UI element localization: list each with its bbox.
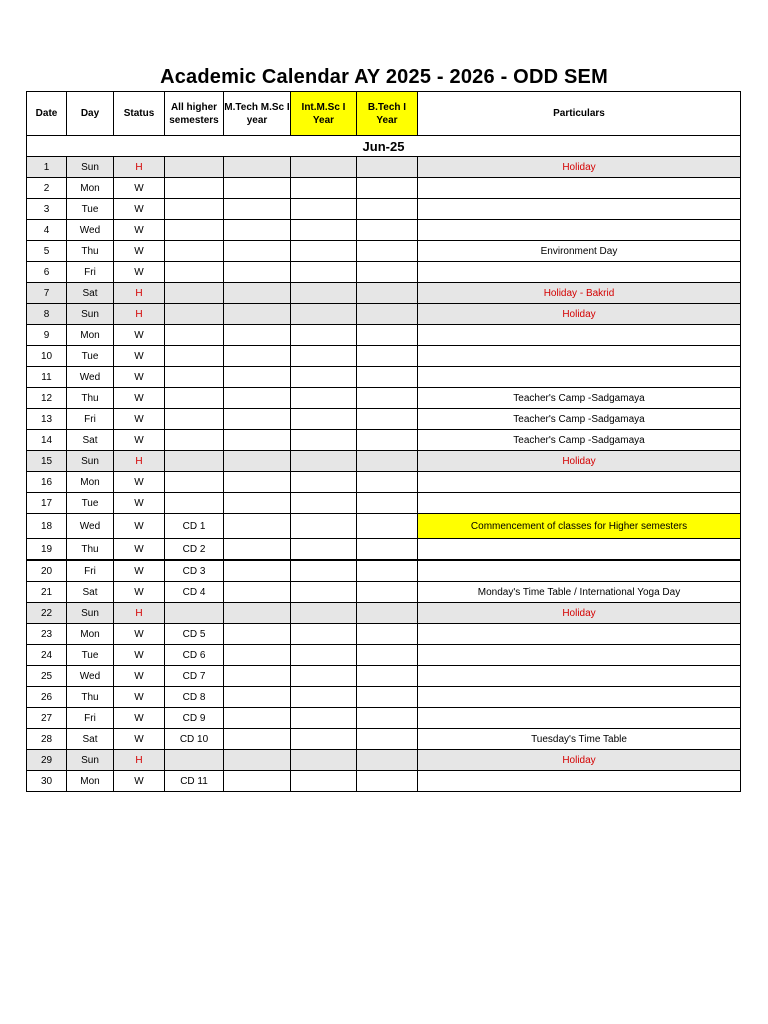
all-higher-cell	[165, 283, 224, 304]
all-higher-cell	[165, 199, 224, 220]
all-higher-cell: CD 5	[165, 624, 224, 645]
table-row	[27, 262, 741, 283]
table-row	[27, 708, 741, 729]
status-cell: W	[114, 687, 165, 708]
date-cell: 3	[27, 199, 67, 220]
particulars-cell	[418, 539, 741, 561]
btech-cell	[357, 430, 418, 451]
table-row	[27, 603, 741, 624]
all-higher-cell: CD 11	[165, 771, 224, 792]
table-row	[27, 220, 741, 241]
status-cell: W	[114, 560, 165, 582]
mtech-cell	[224, 451, 291, 472]
mtech-cell	[224, 283, 291, 304]
status-cell: H	[114, 157, 165, 178]
btech-cell	[357, 539, 418, 561]
btech-cell	[357, 262, 418, 283]
status-cell: W	[114, 624, 165, 645]
status-cell: W	[114, 367, 165, 388]
table-row	[27, 493, 741, 514]
table-row	[27, 409, 741, 430]
table-row	[27, 451, 741, 472]
date-cell: 17	[27, 493, 67, 514]
particulars-cell: Environment Day	[418, 241, 741, 262]
date-cell: 4	[27, 220, 67, 241]
particulars-cell: Teacher's Camp -Sadgamaya	[418, 388, 741, 409]
particulars-cell: Teacher's Camp -Sadgamaya	[418, 430, 741, 451]
table-row	[27, 750, 741, 771]
table-row	[27, 514, 741, 539]
header-all-higher-semesters: All higher semesters	[165, 92, 224, 136]
day-cell: Thu	[67, 687, 114, 708]
intmsc-cell	[291, 430, 357, 451]
month-row	[27, 136, 741, 157]
intmsc-cell	[291, 603, 357, 624]
all-higher-cell	[165, 220, 224, 241]
status-cell: W	[114, 262, 165, 283]
day-cell: Sun	[67, 750, 114, 771]
particulars-cell	[418, 325, 741, 346]
status-cell: W	[114, 241, 165, 262]
status-cell: W	[114, 771, 165, 792]
day-cell: Fri	[67, 409, 114, 430]
mtech-cell	[224, 708, 291, 729]
table-row	[27, 666, 741, 687]
day-cell: Mon	[67, 771, 114, 792]
date-cell: 30	[27, 771, 67, 792]
btech-cell	[357, 283, 418, 304]
all-higher-cell: CD 4	[165, 582, 224, 603]
status-cell: W	[114, 729, 165, 750]
date-cell: 10	[27, 346, 67, 367]
all-higher-cell: CD 6	[165, 645, 224, 666]
date-cell: 1	[27, 157, 67, 178]
all-higher-cell	[165, 493, 224, 514]
mtech-cell	[224, 582, 291, 603]
mtech-cell	[224, 560, 291, 582]
date-cell: 2	[27, 178, 67, 199]
day-cell: Mon	[67, 472, 114, 493]
btech-cell	[357, 346, 418, 367]
mtech-cell	[224, 666, 291, 687]
mtech-cell	[224, 367, 291, 388]
all-higher-cell	[165, 325, 224, 346]
btech-cell	[357, 220, 418, 241]
all-higher-cell: CD 3	[165, 560, 224, 582]
status-cell: W	[114, 645, 165, 666]
particulars-cell: Teacher's Camp -Sadgamaya	[418, 409, 741, 430]
intmsc-cell	[291, 514, 357, 539]
day-cell: Sat	[67, 729, 114, 750]
table-row	[27, 539, 741, 561]
mtech-cell	[224, 539, 291, 561]
intmsc-cell	[291, 220, 357, 241]
intmsc-cell	[291, 624, 357, 645]
btech-cell	[357, 582, 418, 603]
date-cell: 7	[27, 283, 67, 304]
status-cell: W	[114, 178, 165, 199]
particulars-cell	[418, 708, 741, 729]
status-cell: W	[114, 220, 165, 241]
all-higher-cell: CD 9	[165, 708, 224, 729]
day-cell: Wed	[67, 367, 114, 388]
btech-cell	[357, 750, 418, 771]
btech-cell	[357, 178, 418, 199]
mtech-cell	[224, 346, 291, 367]
all-higher-cell	[165, 178, 224, 199]
date-cell: 19	[27, 539, 67, 561]
table-row	[27, 178, 741, 199]
day-cell: Mon	[67, 624, 114, 645]
particulars-cell	[418, 346, 741, 367]
date-cell: 20	[27, 560, 67, 582]
all-higher-cell	[165, 346, 224, 367]
intmsc-cell	[291, 729, 357, 750]
all-higher-cell	[165, 304, 224, 325]
particulars-cell: Holiday - Bakrid	[418, 283, 741, 304]
intmsc-cell	[291, 388, 357, 409]
table-row	[27, 304, 741, 325]
mtech-cell	[224, 472, 291, 493]
status-cell: W	[114, 493, 165, 514]
table-row	[27, 645, 741, 666]
date-cell: 6	[27, 262, 67, 283]
status-cell: W	[114, 472, 165, 493]
mtech-cell	[224, 729, 291, 750]
header-day: Day	[67, 92, 114, 136]
table-row	[27, 771, 741, 792]
intmsc-cell	[291, 178, 357, 199]
mtech-cell	[224, 750, 291, 771]
day-cell: Thu	[67, 241, 114, 262]
table-row	[27, 687, 741, 708]
intmsc-cell	[291, 560, 357, 582]
intmsc-cell	[291, 409, 357, 430]
day-cell: Sat	[67, 430, 114, 451]
all-higher-cell: CD 2	[165, 539, 224, 561]
status-cell: W	[114, 514, 165, 539]
particulars-cell: Holiday	[418, 750, 741, 771]
all-higher-cell: CD 1	[165, 514, 224, 539]
particulars-cell	[418, 666, 741, 687]
particulars-cell	[418, 687, 741, 708]
status-cell: H	[114, 304, 165, 325]
intmsc-cell	[291, 346, 357, 367]
particulars-cell: Holiday	[418, 451, 741, 472]
btech-cell	[357, 472, 418, 493]
table-row	[27, 388, 741, 409]
status-cell: W	[114, 708, 165, 729]
intmsc-cell	[291, 645, 357, 666]
table-row	[27, 157, 741, 178]
particulars-cell: Holiday	[418, 603, 741, 624]
date-cell: 25	[27, 666, 67, 687]
btech-cell	[357, 367, 418, 388]
date-cell: 26	[27, 687, 67, 708]
all-higher-cell	[165, 409, 224, 430]
all-higher-cell	[165, 603, 224, 624]
day-cell: Sat	[67, 283, 114, 304]
particulars-cell: Monday's Time Table / International Yoga Day	[418, 582, 741, 603]
mtech-cell	[224, 241, 291, 262]
date-cell: 29	[27, 750, 67, 771]
status-cell: H	[114, 750, 165, 771]
particulars-cell	[418, 493, 741, 514]
day-cell: Wed	[67, 666, 114, 687]
mtech-cell	[224, 325, 291, 346]
date-cell: 13	[27, 409, 67, 430]
btech-cell	[357, 451, 418, 472]
status-cell: H	[114, 603, 165, 624]
day-cell: Mon	[67, 178, 114, 199]
mtech-cell	[224, 771, 291, 792]
header-mtech-msc: M.Tech M.Sc I year	[224, 92, 291, 136]
day-cell: Sun	[67, 157, 114, 178]
all-higher-cell	[165, 451, 224, 472]
date-cell: 16	[27, 472, 67, 493]
intmsc-cell	[291, 325, 357, 346]
particulars-cell	[418, 178, 741, 199]
date-cell: 8	[27, 304, 67, 325]
day-cell: Thu	[67, 388, 114, 409]
table-row	[27, 241, 741, 262]
particulars-cell: Tuesday's Time Table	[418, 729, 741, 750]
intmsc-cell	[291, 666, 357, 687]
mtech-cell	[224, 178, 291, 199]
header-date: Date	[27, 92, 67, 136]
btech-cell	[357, 157, 418, 178]
header-int-msc: Int.M.Sc I Year	[291, 92, 357, 136]
intmsc-cell	[291, 304, 357, 325]
date-cell: 22	[27, 603, 67, 624]
header-status: Status	[114, 92, 165, 136]
particulars-cell	[418, 472, 741, 493]
btech-cell	[357, 409, 418, 430]
table-row	[27, 325, 741, 346]
day-cell: Sun	[67, 304, 114, 325]
calendar-table	[26, 91, 741, 792]
btech-cell	[357, 687, 418, 708]
status-cell: W	[114, 430, 165, 451]
status-cell: W	[114, 325, 165, 346]
mtech-cell	[224, 430, 291, 451]
btech-cell	[357, 708, 418, 729]
all-higher-cell	[165, 388, 224, 409]
mtech-cell	[224, 409, 291, 430]
table-row	[27, 367, 741, 388]
date-cell: 14	[27, 430, 67, 451]
btech-cell	[357, 304, 418, 325]
btech-cell	[357, 493, 418, 514]
all-higher-cell	[165, 472, 224, 493]
date-cell: 23	[27, 624, 67, 645]
mtech-cell	[224, 220, 291, 241]
date-cell: 5	[27, 241, 67, 262]
status-cell: W	[114, 409, 165, 430]
intmsc-cell	[291, 582, 357, 603]
mtech-cell	[224, 645, 291, 666]
status-cell: H	[114, 283, 165, 304]
intmsc-cell	[291, 539, 357, 561]
day-cell: Wed	[67, 514, 114, 539]
intmsc-cell	[291, 708, 357, 729]
status-cell: W	[114, 199, 165, 220]
day-cell: Tue	[67, 645, 114, 666]
status-cell: W	[114, 539, 165, 561]
status-cell: W	[114, 666, 165, 687]
intmsc-cell	[291, 283, 357, 304]
header-btech: B.Tech I Year	[357, 92, 418, 136]
all-higher-cell	[165, 241, 224, 262]
table-row	[27, 624, 741, 645]
table-row	[27, 199, 741, 220]
all-higher-cell: CD 7	[165, 666, 224, 687]
all-higher-cell	[165, 367, 224, 388]
month-label: Jun-25	[27, 136, 741, 157]
status-cell: W	[114, 582, 165, 603]
all-higher-cell: CD 8	[165, 687, 224, 708]
day-cell: Tue	[67, 346, 114, 367]
day-cell: Sun	[67, 451, 114, 472]
table-row	[27, 346, 741, 367]
status-cell: H	[114, 451, 165, 472]
intmsc-cell	[291, 771, 357, 792]
all-higher-cell	[165, 430, 224, 451]
particulars-cell	[418, 624, 741, 645]
date-cell: 15	[27, 451, 67, 472]
date-cell: 9	[27, 325, 67, 346]
mtech-cell	[224, 493, 291, 514]
day-cell: Fri	[67, 262, 114, 283]
all-higher-cell	[165, 157, 224, 178]
intmsc-cell	[291, 262, 357, 283]
mtech-cell	[224, 157, 291, 178]
date-cell: 18	[27, 514, 67, 539]
date-cell: 28	[27, 729, 67, 750]
particulars-cell	[418, 262, 741, 283]
mtech-cell	[224, 514, 291, 539]
particulars-cell	[418, 367, 741, 388]
day-cell: Mon	[67, 325, 114, 346]
particulars-cell: Holiday	[418, 304, 741, 325]
date-cell: 21	[27, 582, 67, 603]
table-row	[27, 560, 741, 582]
day-cell: Fri	[67, 708, 114, 729]
btech-cell	[357, 199, 418, 220]
all-higher-cell: CD 10	[165, 729, 224, 750]
table-row	[27, 472, 741, 493]
table-row	[27, 582, 741, 603]
all-higher-cell	[165, 750, 224, 771]
btech-cell	[357, 603, 418, 624]
header-row	[27, 92, 741, 136]
btech-cell	[357, 514, 418, 539]
particulars-cell	[418, 220, 741, 241]
day-cell: Fri	[67, 560, 114, 582]
btech-cell	[357, 624, 418, 645]
table-row	[27, 729, 741, 750]
intmsc-cell	[291, 367, 357, 388]
particulars-cell: Commencement of classes for Higher semesters	[418, 514, 741, 539]
day-cell: Wed	[67, 220, 114, 241]
intmsc-cell	[291, 687, 357, 708]
intmsc-cell	[291, 241, 357, 262]
mtech-cell	[224, 603, 291, 624]
status-cell: W	[114, 388, 165, 409]
intmsc-cell	[291, 451, 357, 472]
intmsc-cell	[291, 493, 357, 514]
date-cell: 11	[27, 367, 67, 388]
btech-cell	[357, 729, 418, 750]
btech-cell	[357, 325, 418, 346]
day-cell: Tue	[67, 493, 114, 514]
mtech-cell	[224, 624, 291, 645]
day-cell: Thu	[67, 539, 114, 561]
date-cell: 12	[27, 388, 67, 409]
all-higher-cell	[165, 262, 224, 283]
intmsc-cell	[291, 199, 357, 220]
particulars-cell	[418, 645, 741, 666]
mtech-cell	[224, 304, 291, 325]
day-cell: Sat	[67, 582, 114, 603]
day-cell: Sun	[67, 603, 114, 624]
table-row	[27, 430, 741, 451]
date-cell: 24	[27, 645, 67, 666]
btech-cell	[357, 560, 418, 582]
status-cell: W	[114, 346, 165, 367]
mtech-cell	[224, 262, 291, 283]
intmsc-cell	[291, 472, 357, 493]
date-cell: 27	[27, 708, 67, 729]
header-particulars: Particulars	[418, 92, 741, 136]
btech-cell	[357, 388, 418, 409]
intmsc-cell	[291, 750, 357, 771]
btech-cell	[357, 666, 418, 687]
intmsc-cell	[291, 157, 357, 178]
mtech-cell	[224, 687, 291, 708]
particulars-cell	[418, 560, 741, 582]
particulars-cell	[418, 771, 741, 792]
particulars-cell	[418, 199, 741, 220]
table-row	[27, 283, 741, 304]
btech-cell	[357, 241, 418, 262]
mtech-cell	[224, 388, 291, 409]
page-title: Academic Calendar AY 2025 - 2026 - ODD SEM	[160, 66, 608, 88]
mtech-cell	[224, 199, 291, 220]
btech-cell	[357, 645, 418, 666]
day-cell: Tue	[67, 199, 114, 220]
particulars-cell: Holiday	[418, 157, 741, 178]
btech-cell	[357, 771, 418, 792]
